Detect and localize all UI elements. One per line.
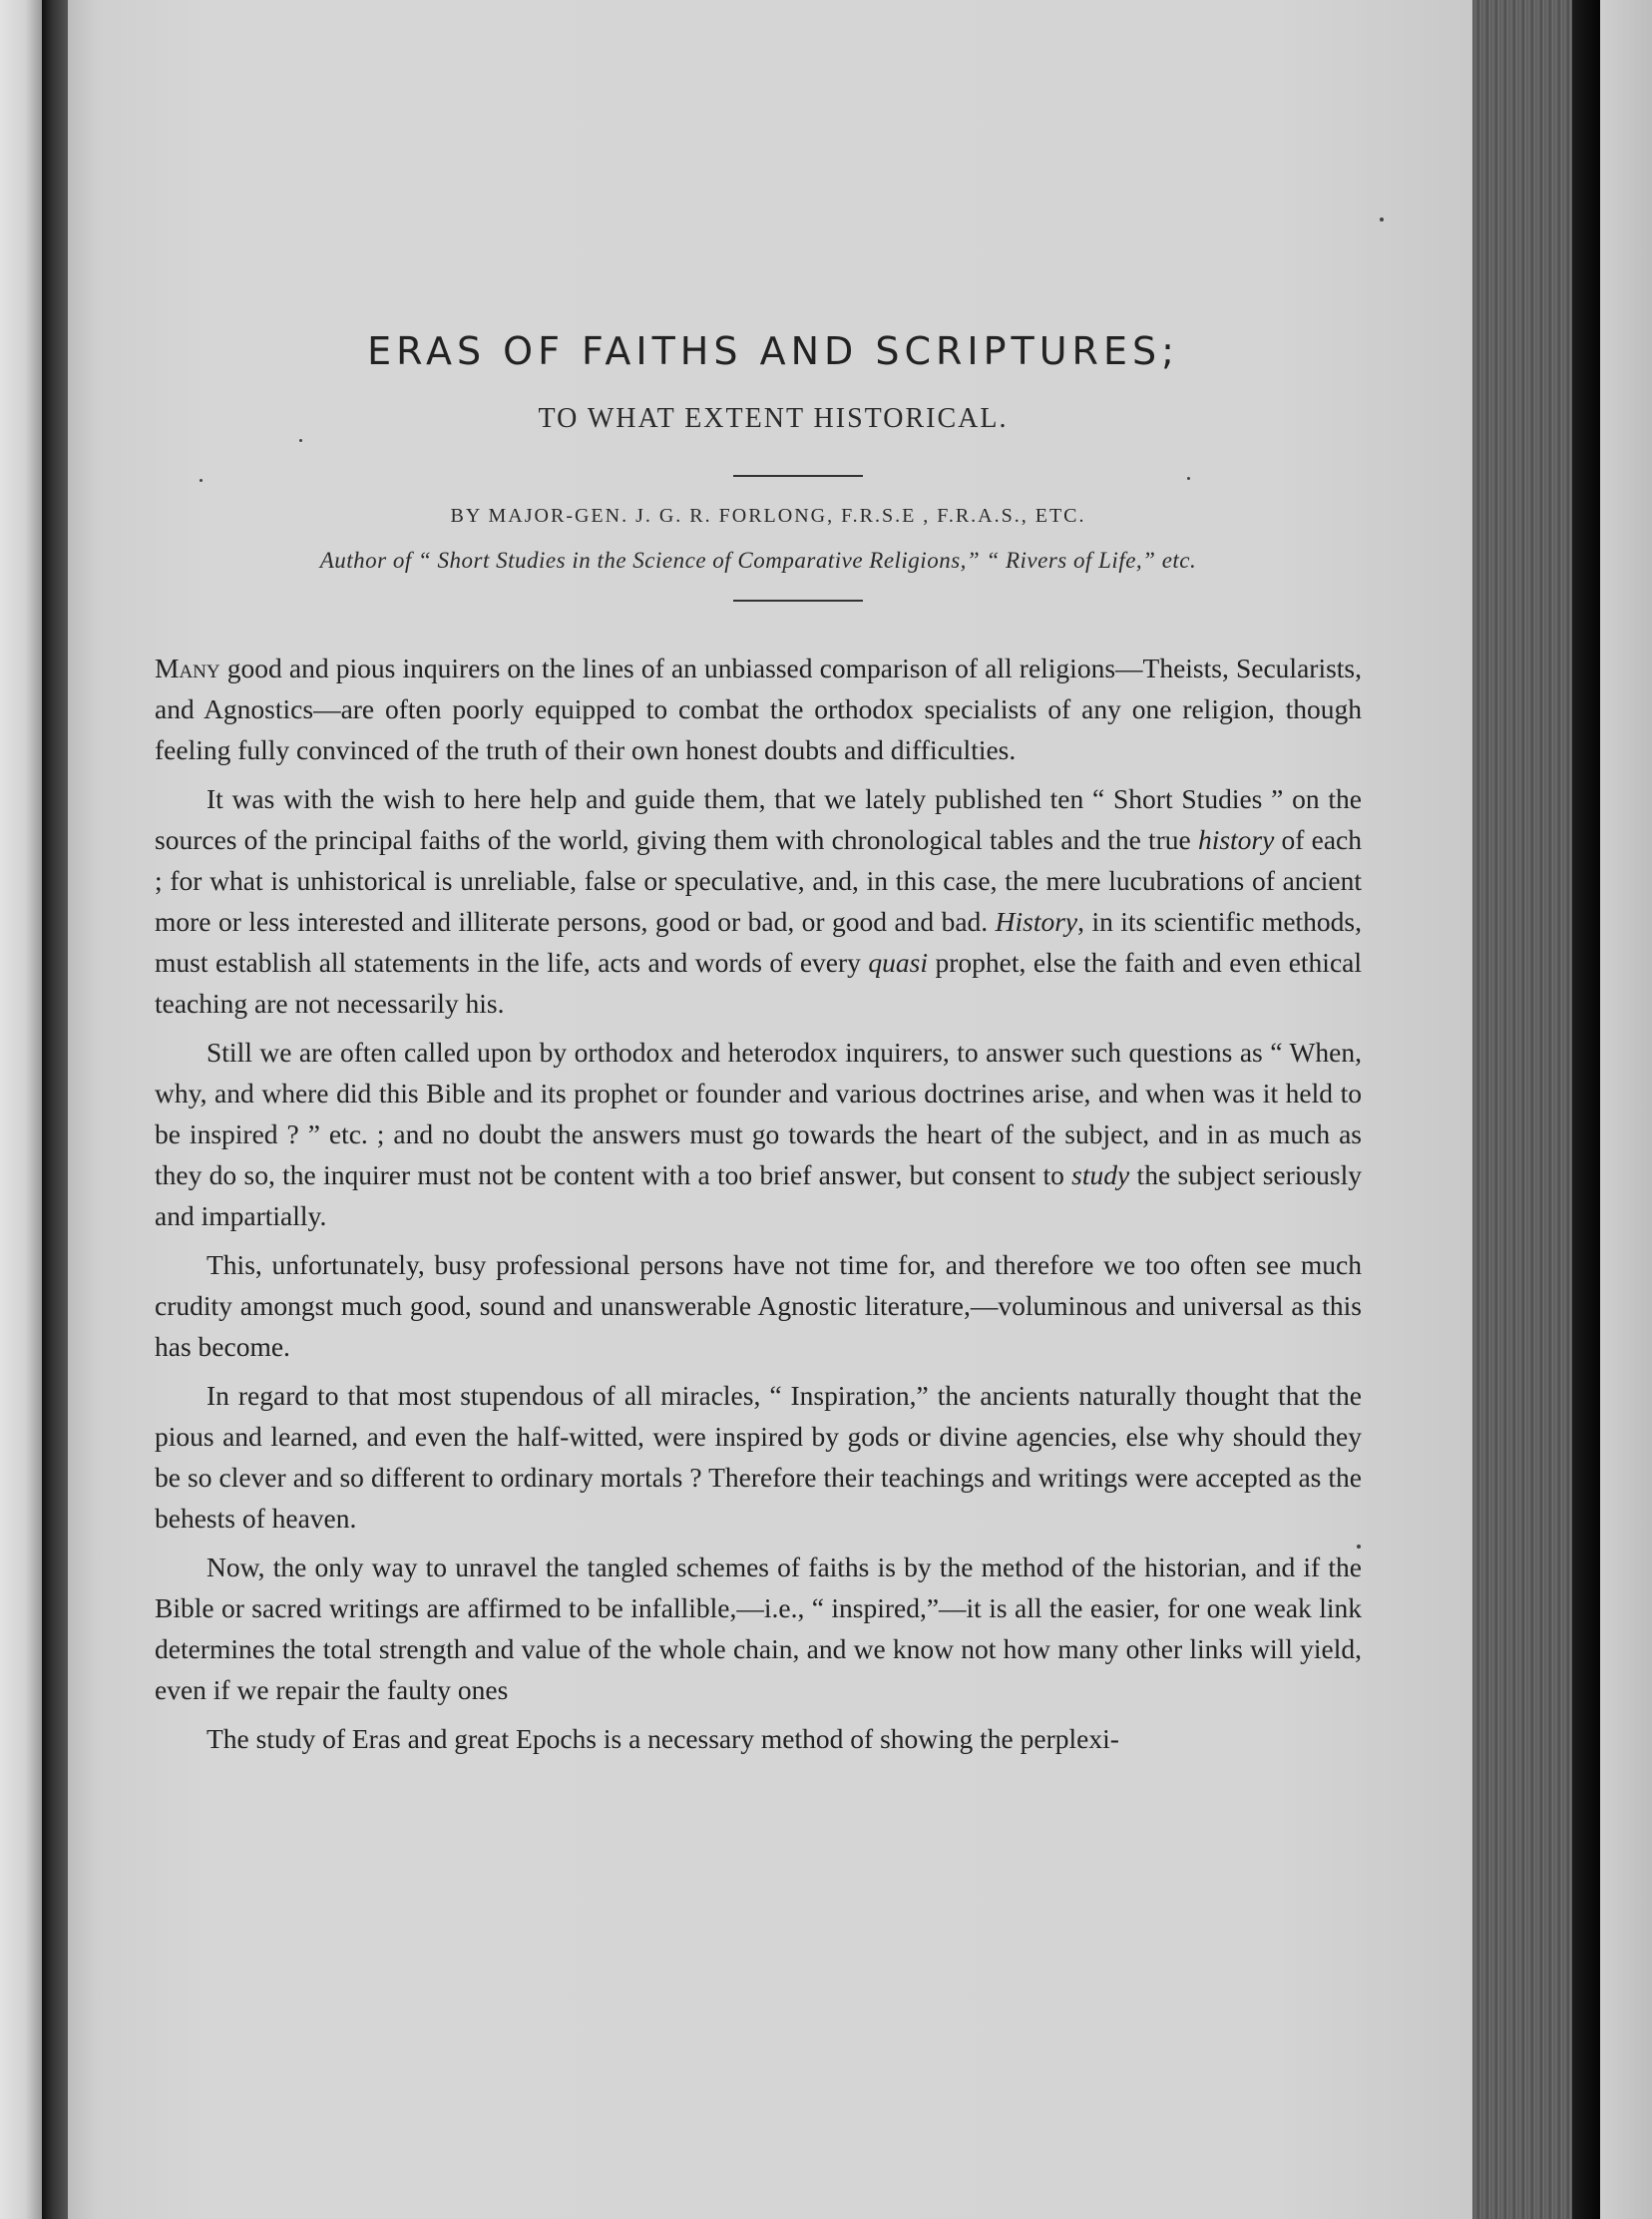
emphasis: History — [995, 906, 1078, 937]
paragraph-text: prophet, else the faith and even ethical teaching are not necessarily his. — [155, 947, 1363, 1019]
paragraph-text: Still we are often called upon by orthodox and heterodox inquirers, to answer such questions as “ When, why, and where did this Bible and its prophet or founder and various doctrines arise, and when was it held to be inspired ? ” etc. ; and no doubt the answers must go towards the heart of the subject, and in as much as they do so, the inquirer must not be content with a too brief answer, but consent to — [155, 1037, 1362, 1190]
paragraph: The study of Eras and great Epochs is a necessary method of showing the perplexi- — [206, 1723, 1119, 1754]
scanner-background — [1600, 0, 1652, 2219]
drop-lead-word: Many — [155, 653, 220, 683]
article-body — [155, 648, 1362, 1759]
paragraph — [155, 1032, 1362, 1236]
emphasis: history — [1197, 824, 1275, 855]
paragraph-text: , in its scientific methods, must establish all statements in the life, acts and words of every — [155, 906, 1362, 978]
speck — [1380, 218, 1384, 222]
paragraph-text: It was with the wish to here help and guide them, that we lately published ten “ Short Studies ” on the sources of the principal faiths of the world, giving them with chronological tables and the true — [155, 783, 1362, 855]
emphasis: study — [1071, 1159, 1130, 1190]
author-note: Author of “ Short Studies in the Science of Comparative Religions,” “ Rivers of Life,” etc. — [319, 548, 1197, 573]
article-subtitle: TO WHAT EXTENT HISTORICAL. — [538, 403, 1009, 434]
paragraph: This, unfortunately, busy professional persons have not time for, and therefore we too often see much crudity amongst much good, sound and unanswerable Agnostic literature,—voluminous and universal as this has become. — [155, 1249, 1362, 1362]
paragraph-text: the subject seriously and impartially. — [155, 1159, 1362, 1231]
paragraph: Now, the only way to unravel the tangled schemes of faiths is by the method of the historian, and if the Bible or sacred writings are affirmed to be infallible,—i.e., “ inspired,”—it is all the easier, for one weak link determines the total strength and value of the whole chain, and we know not how many other links will yield, even if we repair the faulty ones — [155, 1552, 1362, 1705]
page-block-edge — [1472, 0, 1572, 2219]
page-edge-shadow — [1572, 0, 1600, 2219]
divider-rule — [733, 600, 863, 602]
article-title: ERAS OF FAITHS AND SCRIPTURES; — [367, 329, 1179, 373]
article — [155, 329, 1362, 1767]
emphasis: quasi — [868, 947, 928, 978]
paragraph — [155, 648, 1362, 770]
facing-page-edge — [0, 0, 42, 2219]
paragraph — [155, 778, 1362, 1024]
book-gutter — [42, 0, 68, 2219]
paragraph: In regard to that most stupendous of all miracles, “ Inspiration,” the ancients naturally thought that the pious and learned, and even the half-witted, were inspired by gods or divine agencies, else why should they be so clever and so different to ordinary mortals ? Therefore their teachings and writings were accepted as the behests of heaven. — [155, 1380, 1362, 1534]
divider-rule — [733, 475, 863, 477]
paragraph-text: good and pious inquirers on the lines of an unbiassed comparison of all religions—Theists, Secularists, and Agnostics—are often poorly equipped to combat the orthodox specialists of any one religion, though feeling fully convinced of the truth of their own honest doubts and difficulties. — [155, 653, 1362, 765]
paragraph-text: of each ; for what is unhistorical is unreliable, false or speculative, and, in this case, the mere lucubrations of ancient more or less interested and illiterate persons, good or bad, or good and bad. — [155, 824, 1362, 937]
author-byline: BY MAJOR-GEN. J. G. R. FORLONG, F.R.S.E , F.R.A.S., ETC. — [450, 505, 1086, 527]
